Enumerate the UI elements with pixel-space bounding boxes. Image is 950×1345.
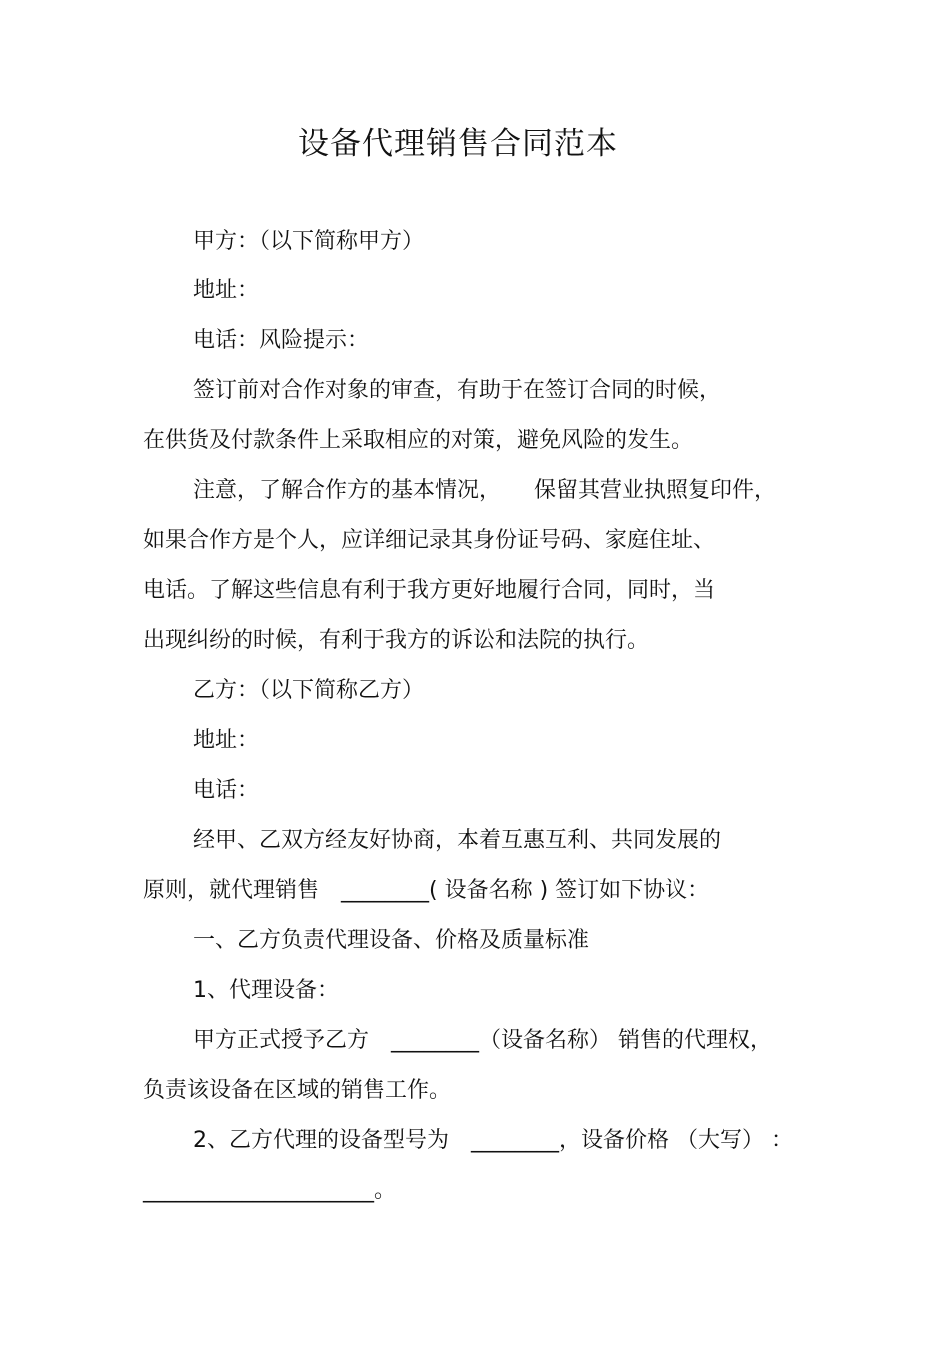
notice-paragraph: 注意，了解合作方的基本情况， 保留其营业执照复印件， xyxy=(193,478,777,503)
notice-paragraph-cont-2: 电话。了解这些信息有利于我方更好地履行合同，同时，当 xyxy=(143,578,716,603)
clause-2-text-cont: _____________________。 xyxy=(143,1178,397,1203)
party-a-address: 地址： xyxy=(193,278,260,303)
document-title: 设备代理销售合同范本 xyxy=(298,126,618,162)
agreement-intro: 经甲、乙双方经友好协商，本着互惠互利、共同发展的 xyxy=(193,828,722,853)
party-b-line: 乙方：（以下简称乙方） xyxy=(193,678,425,703)
agreement-intro-cont: 原则，就代理销售 ________( 设备名称 ) 签订如下协议： xyxy=(143,878,710,903)
notice-paragraph-cont-3: 出现纠纷的时候，有利于我方的诉讼和法院的执行。 xyxy=(143,628,650,653)
risk-paragraph-1-cont: 在供货及付款条件上采取相应的对策，避免风险的发生。 xyxy=(143,428,694,453)
section-1-heading: 一、乙方负责代理设备、价格及质量标准 xyxy=(193,928,590,953)
notice-paragraph-cont-1: 如果合作方是个人，应详细记录其身份证号码、家庭住址、 xyxy=(143,528,716,553)
clause-2-text: 2、乙方代理的设备型号为 ________，设备价格 （大写） ： xyxy=(193,1128,793,1153)
clause-1-heading: 1、代理设备： xyxy=(193,978,339,1003)
risk-paragraph-1: 签订前对合作对象的审查，有助于在签订合同的时候， xyxy=(193,378,722,403)
party-b-phone: 电话： xyxy=(193,778,260,803)
party-b-address: 地址： xyxy=(193,728,260,753)
party-a-line: 甲方：（以下简称甲方） xyxy=(193,229,425,254)
clause-1-text: 甲方正式授予乙方 ________（设备名称） 销售的代理权， xyxy=(193,1028,772,1053)
clause-1-text-cont: 负责该设备在区域的销售工作。 xyxy=(143,1078,452,1103)
party-a-phone: 电话：风险提示： xyxy=(193,328,370,353)
